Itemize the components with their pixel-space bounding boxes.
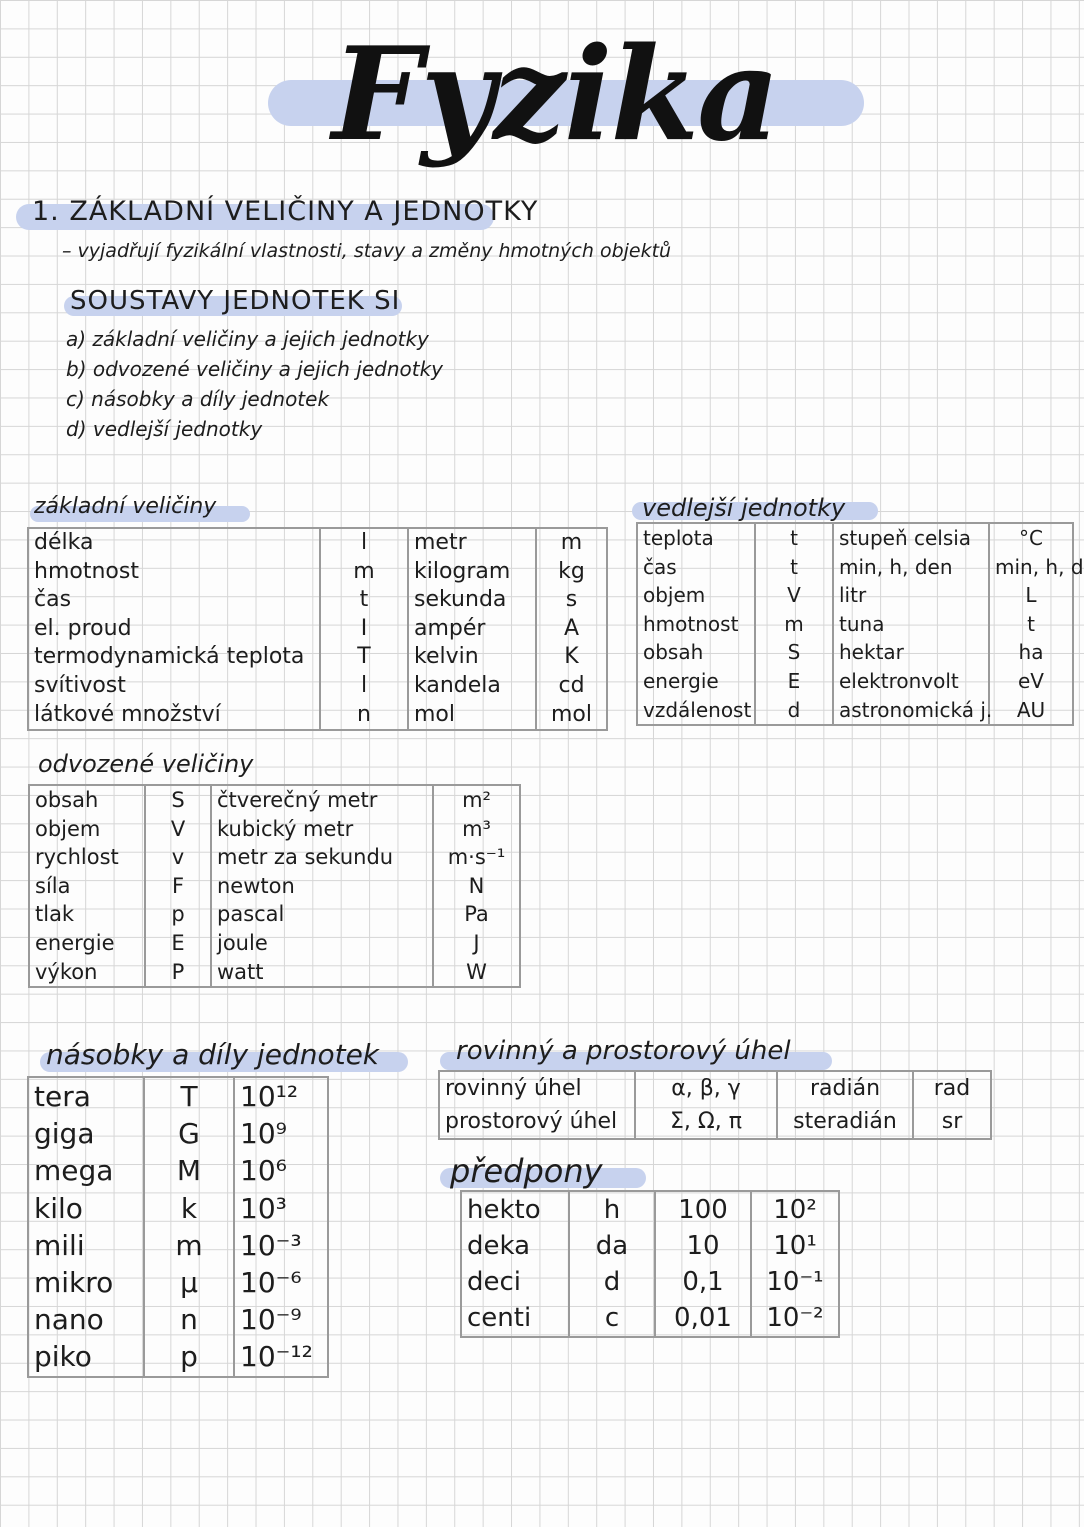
prefix-cell: nano [28, 1301, 144, 1338]
quantity-cell: čas [28, 586, 320, 615]
unit-symbol-cell: m [536, 528, 607, 558]
prefix-cell: kilo [28, 1190, 144, 1227]
si-list-item: b) odvozené veličiny a jejich jednotky [66, 357, 444, 381]
quantity-cell: tlak [29, 900, 145, 929]
nasobky-row [28, 1227, 328, 1264]
unit-cell: hektar [833, 638, 989, 667]
odvozene-table [28, 784, 521, 988]
angle-name-cell: rovinný úhel [439, 1071, 635, 1105]
quantity-cell: čas [637, 553, 755, 582]
quantity-cell: energie [637, 667, 755, 696]
vedlejsi-row [637, 667, 1073, 696]
prefix-cell: deci [461, 1264, 569, 1300]
uhel-label: rovinný a prostorový úhel [456, 1036, 791, 1066]
odvozene-label: odvozené veličiny [38, 750, 254, 778]
unit-symbol-cell: m² [433, 785, 520, 815]
angle-name-cell: prostorový úhel [439, 1105, 635, 1139]
power-cell: 10⁶ [234, 1152, 328, 1189]
prefix-cell: mega [28, 1152, 144, 1189]
symbol-cell: n [320, 701, 408, 731]
zakladni-row [28, 672, 607, 701]
prefix-symbol-cell: M [144, 1152, 234, 1189]
unit-symbol-cell: L [989, 581, 1073, 610]
unit-symbol-cell: mol [536, 701, 607, 731]
unit-symbol-cell: J [433, 929, 520, 958]
prefix-symbol-cell: m [144, 1227, 234, 1264]
unit-cell: joule [211, 929, 433, 958]
vedlejsi-table [636, 522, 1084, 726]
unit-cell: litr [833, 581, 989, 610]
unit-cell: ampér [408, 615, 536, 644]
vedlejsi-row [637, 696, 1073, 726]
symbol-cell: I [320, 615, 408, 644]
quantity-cell: termodynamická teplota [28, 643, 320, 672]
symbol-cell: t [755, 553, 833, 582]
predpony-row [461, 1191, 839, 1228]
prefix-symbol-cell: da [569, 1228, 655, 1264]
symbol-cell: T [320, 643, 408, 672]
quantity-cell: svítivost [28, 672, 320, 701]
quantity-cell: objem [637, 581, 755, 610]
zakladni-row [28, 558, 607, 587]
angle-symbol-cell: α, β, γ [635, 1071, 777, 1105]
value-cell: 0,01 [655, 1300, 751, 1337]
unit-cell: stupeň celsia [833, 523, 989, 553]
power-cell: 10⁻⁶ [234, 1264, 328, 1301]
unit-symbol-cell: A [536, 615, 607, 644]
value-cell: 100 [655, 1191, 751, 1228]
unit-symbol-cell: t [989, 610, 1073, 639]
unit-cell: kelvin [408, 643, 536, 672]
unit-cell: metr za sekundu [211, 843, 433, 872]
symbol-cell: S [145, 785, 211, 815]
power-cell: 10³ [234, 1190, 328, 1227]
symbol-cell: P [145, 958, 211, 988]
unit-symbol-cell: s [536, 586, 607, 615]
symbol-cell: l [320, 528, 408, 558]
vedlejsi-row [637, 553, 1073, 582]
symbol-cell: v [145, 843, 211, 872]
prefix-symbol-cell: n [144, 1301, 234, 1338]
vedlejsi-row [637, 638, 1073, 667]
uhel-table [438, 1070, 992, 1140]
odvozene-row [29, 958, 520, 988]
nasobky-row [28, 1301, 328, 1338]
power-cell: 10⁹ [234, 1115, 328, 1152]
prefix-symbol-cell: h [569, 1191, 655, 1228]
unit-symbol-cell: rad [913, 1071, 991, 1105]
unit-symbol-cell: m³ [433, 815, 520, 844]
vedlejsi-row [637, 581, 1073, 610]
unit-cell: metr [408, 528, 536, 558]
prefix-symbol-cell: G [144, 1115, 234, 1152]
quantity-cell: energie [29, 929, 145, 958]
vedlejsi-row [637, 523, 1073, 553]
quantity-cell: obsah [29, 785, 145, 815]
unit-cell: tuna [833, 610, 989, 639]
nasobky-row [28, 1338, 328, 1376]
unit-cell: mol [408, 701, 536, 731]
zakladni-row [28, 586, 607, 615]
zakladni-row [28, 615, 607, 644]
power-cell: 10² [751, 1191, 839, 1228]
unit-cell: čtverečný metr [211, 785, 433, 815]
symbol-cell: d [755, 696, 833, 726]
quantity-cell: teplota [637, 523, 755, 553]
prefix-symbol-cell: k [144, 1190, 234, 1227]
prefix-cell: centi [461, 1300, 569, 1337]
symbol-cell: E [145, 929, 211, 958]
unit-cell: min, h, den [833, 553, 989, 582]
vedlejsi-row [637, 610, 1073, 639]
predpony-table [460, 1190, 840, 1338]
unit-cell: newton [211, 872, 433, 901]
predpony-label: předpony [450, 1152, 603, 1190]
unit-cell: radián [777, 1071, 913, 1105]
power-cell: 10⁻² [751, 1300, 839, 1337]
quantity-cell: délka [28, 528, 320, 558]
unit-symbol-cell: W [433, 958, 520, 988]
quantity-cell: rychlost [29, 843, 145, 872]
prefix-cell: mili [28, 1227, 144, 1264]
section-note: – vyjadřují fyzikální vlastnosti, stavy a změny hmotných objektů [62, 240, 672, 262]
si-list-item: d) vedlejší jednotky [66, 417, 263, 441]
quantity-cell: hmotnost [28, 558, 320, 587]
prefix-symbol-cell: c [569, 1300, 655, 1337]
zakladni-table [27, 527, 608, 731]
unit-symbol-cell: °C [989, 523, 1073, 553]
unit-cell: kandela [408, 672, 536, 701]
power-cell: 10⁻¹ [751, 1264, 839, 1300]
power-cell: 10¹² [234, 1077, 328, 1115]
zakladni-row [28, 701, 607, 731]
unit-symbol-cell: eV [989, 667, 1073, 696]
unit-cell: astronomická j. [833, 696, 989, 726]
symbol-cell: F [145, 872, 211, 901]
unit-cell: kubický metr [211, 815, 433, 844]
quantity-cell: hmotnost [637, 610, 755, 639]
unit-symbol-cell: kg [536, 558, 607, 587]
unit-cell: kilogram [408, 558, 536, 587]
quantity-cell: el. proud [28, 615, 320, 644]
prefix-cell: tera [28, 1077, 144, 1115]
predpony-row [461, 1300, 839, 1337]
quantity-cell: vzdálenost [637, 696, 755, 726]
unit-cell: sekunda [408, 586, 536, 615]
prefix-symbol-cell: T [144, 1077, 234, 1115]
power-cell: 10⁻¹² [234, 1338, 328, 1376]
unit-symbol-cell: N [433, 872, 520, 901]
uhel-row [439, 1105, 991, 1139]
nasobky-label: násobky a díly jednotek [46, 1038, 380, 1071]
odvozene-row [29, 785, 520, 815]
unit-cell: pascal [211, 900, 433, 929]
unit-cell: watt [211, 958, 433, 988]
symbol-cell: m [755, 610, 833, 639]
prefix-cell: piko [28, 1338, 144, 1376]
prefix-cell: deka [461, 1228, 569, 1264]
symbol-cell: m [320, 558, 408, 587]
quantity-cell: objem [29, 815, 145, 844]
uhel-row [439, 1071, 991, 1105]
symbol-cell: S [755, 638, 833, 667]
prefix-symbol-cell: μ [144, 1264, 234, 1301]
predpony-row [461, 1228, 839, 1264]
si-list [66, 324, 443, 444]
symbol-cell: t [755, 523, 833, 553]
prefix-cell: giga [28, 1115, 144, 1152]
unit-cell: steradián [777, 1105, 913, 1139]
quantity-cell: výkon [29, 958, 145, 988]
vedlejsi-label: vedlejší jednotky [642, 494, 846, 522]
nasobky-row [28, 1152, 328, 1189]
odvozene-row [29, 900, 520, 929]
symbol-cell: p [145, 900, 211, 929]
power-cell: 10¹ [751, 1228, 839, 1264]
unit-symbol-cell: min, h, d [989, 553, 1073, 582]
page-title: Fyzika [331, 20, 779, 170]
odvozene-row [29, 815, 520, 844]
nasobky-row [28, 1190, 328, 1227]
si-heading: SOUSTAVY JEDNOTEK SI [70, 286, 401, 316]
predpony-row [461, 1264, 839, 1300]
value-cell: 10 [655, 1228, 751, 1264]
odvozene-row [29, 843, 520, 872]
odvozene-row [29, 929, 520, 958]
odvozene-row [29, 872, 520, 901]
power-cell: 10⁻⁹ [234, 1301, 328, 1338]
quantity-cell: obsah [637, 638, 755, 667]
unit-symbol-cell: K [536, 643, 607, 672]
angle-symbol-cell: Σ, Ω, π [635, 1105, 777, 1139]
unit-symbol-cell: m·s⁻¹ [433, 843, 520, 872]
prefix-cell: mikro [28, 1264, 144, 1301]
nasobky-row [28, 1264, 328, 1301]
section-heading: 1. ZÁKLADNÍ VELIČINY A JEDNOTKY [32, 196, 539, 227]
prefix-symbol-cell: p [144, 1338, 234, 1376]
prefix-cell: hekto [461, 1191, 569, 1228]
unit-symbol-cell: ha [989, 638, 1073, 667]
unit-symbol-cell: sr [913, 1105, 991, 1139]
quantity-cell: síla [29, 872, 145, 901]
nasobky-table [27, 1076, 329, 1378]
zakladni-row [28, 528, 607, 558]
zakladni-label: základní veličiny [34, 494, 217, 519]
value-cell: 0,1 [655, 1264, 751, 1300]
unit-symbol-cell: AU [989, 696, 1073, 726]
si-list-item: a) základní veličiny a jejich jednotky [66, 327, 429, 351]
zakladni-row [28, 643, 607, 672]
symbol-cell: t [320, 586, 408, 615]
symbol-cell: l [320, 672, 408, 701]
symbol-cell: V [755, 581, 833, 610]
symbol-cell: V [145, 815, 211, 844]
unit-cell: elektronvolt [833, 667, 989, 696]
unit-symbol-cell: cd [536, 672, 607, 701]
nasobky-row [28, 1077, 328, 1115]
power-cell: 10⁻³ [234, 1227, 328, 1264]
symbol-cell: E [755, 667, 833, 696]
unit-symbol-cell: Pa [433, 900, 520, 929]
prefix-symbol-cell: d [569, 1264, 655, 1300]
nasobky-row [28, 1115, 328, 1152]
si-list-item: c) násobky a díly jednotek [66, 387, 330, 411]
quantity-cell: látkové množství [28, 701, 320, 731]
